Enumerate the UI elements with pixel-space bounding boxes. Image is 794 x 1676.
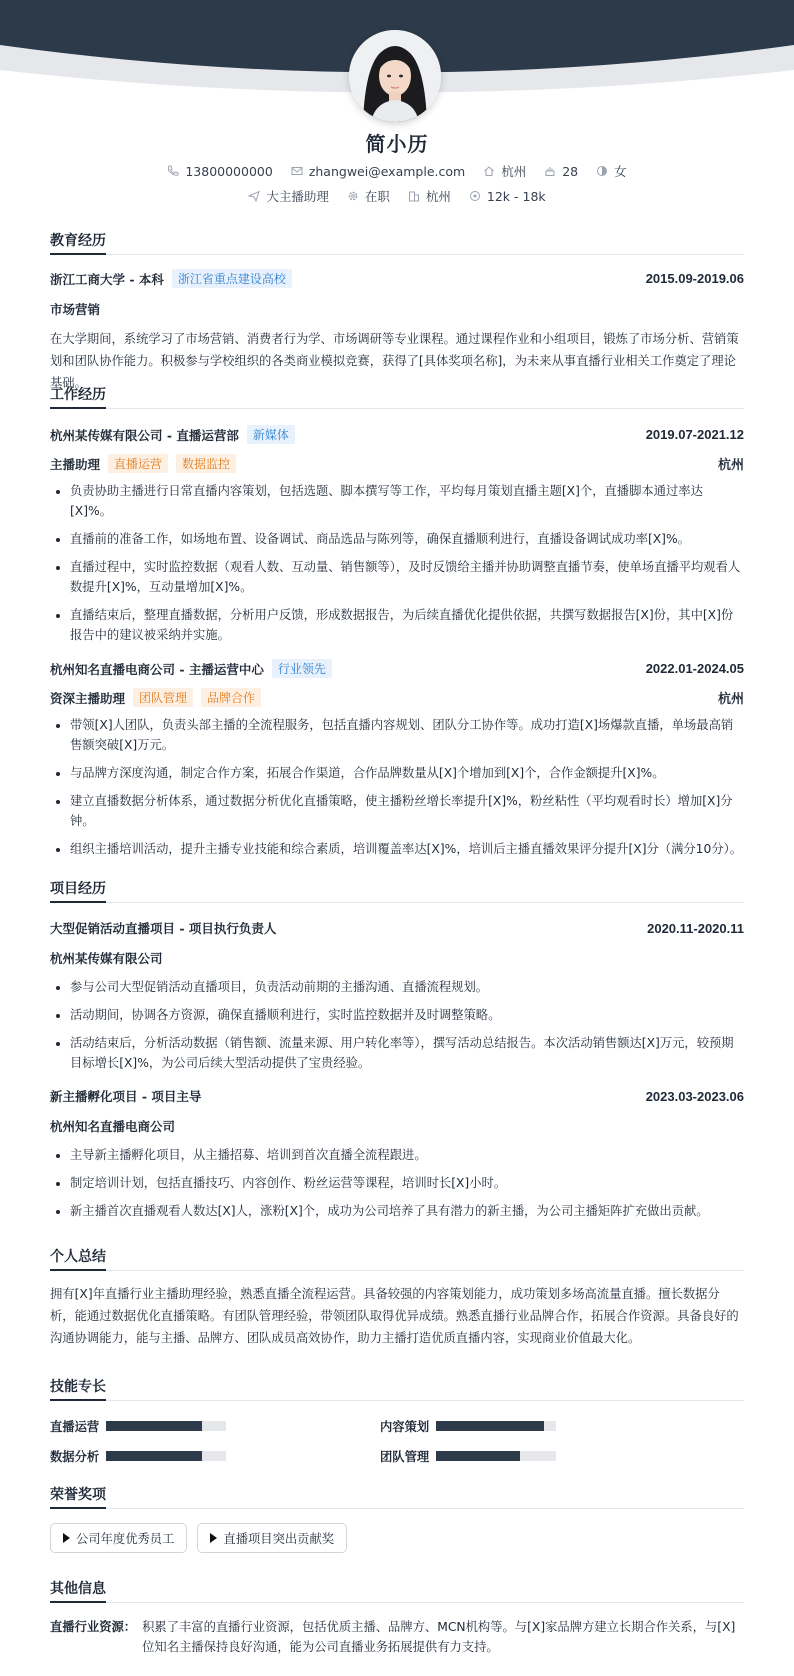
role-tag: 直播运营 [108, 454, 168, 473]
candidate-name: 简小历 [365, 132, 429, 156]
project-bullets [50, 1145, 744, 1221]
skill-item [50, 1447, 380, 1465]
play-icon [210, 1533, 217, 1543]
project-name: 新主播孵化项目 - 项目主导 [50, 1089, 202, 1104]
skills-grid [50, 1417, 744, 1465]
company-name: 杭州某传媒有限公司 - 直播运营部 [50, 427, 239, 443]
gender-icon [596, 165, 608, 177]
list-item: • 活动结束后，分析活动数据（销售额、流量来源、用户转化率等），撰写活动总结报告。本次活动销售额达[X]万元，较预期目标增长[X]%，为公司后续大型活动提供了宝贵经验。 [70, 1033, 744, 1073]
job-location: 杭州 [717, 691, 744, 706]
list-item: • 组织主播培训活动，提升主播专业技能和综合素质，培训覆盖率达[X]%，培训后主播直播效果评分提升[X]分（满分10分）。 [70, 839, 744, 859]
company-tag: 行业领先 [272, 659, 332, 678]
role-tag: 品牌合作 [201, 688, 261, 707]
phone-item [167, 162, 272, 180]
job-location: 杭州 [717, 457, 744, 472]
job-bullets [50, 481, 744, 645]
other-section [50, 1580, 744, 1657]
other-info-row [50, 1617, 744, 1657]
section-title-honors: 荣誉奖项 [50, 1486, 744, 1509]
job-role-row [50, 688, 744, 707]
skill-bar [106, 1451, 226, 1461]
section-title-projects: 项目经历 [50, 880, 744, 903]
phone-icon [167, 165, 179, 177]
status-item [347, 187, 390, 205]
portrait-image [349, 30, 441, 122]
job-header [50, 659, 744, 678]
school-name: 浙江工商大学 - 本科 [50, 271, 164, 287]
award-chip [50, 1523, 187, 1553]
awards-list [50, 1523, 744, 1553]
education-desc: 在大学期间，系统学习了市场营销、消费者行为学、市场调研等专业课程。通过课程作业和小组项目，锻炼了市场分析、营销策划和团队协作能力。积极参与学校组织的各类商业模拟竞赛，获得了[具体奖项名称]，为未来从事直播行业相关工作奠定了理论基础。 [50, 332, 739, 390]
skill-bar [436, 1421, 556, 1431]
major: 市场营销 [50, 302, 101, 317]
work-section [50, 386, 744, 867]
skill-bar-fill [436, 1421, 544, 1431]
email-text: zhangwei@example.com [308, 163, 466, 179]
coin-icon [469, 190, 481, 202]
skill-item [380, 1417, 710, 1435]
age-text: 28 [562, 163, 579, 179]
projects-section [50, 880, 744, 1229]
list-item: • 直播前的准备工作，如场地布置、设备调试、商品选品与陈列等，确保直播顺利进行，直播设备调试成功率[X]%。 [70, 529, 744, 549]
project-bullets [50, 977, 744, 1073]
skill-bar [106, 1421, 226, 1431]
building-icon [408, 190, 420, 202]
skill-bar-fill [106, 1421, 202, 1431]
job-role: 主播助理 [50, 456, 101, 472]
age-item [544, 162, 578, 180]
job-target-text: 大主播助理 [266, 189, 329, 204]
list-item: • 制定培训计划，包括直播技巧、内容创作、粉丝运营等课程，培训时长[X]小时。 [70, 1173, 744, 1193]
email-item [291, 162, 465, 180]
project-org: 杭州知名直播电商公司 [50, 1119, 176, 1134]
project-date: 2020.11-2020.11 [647, 920, 744, 936]
send-icon [248, 190, 260, 202]
list-item: • 新主播首次直播观看人数达[X]人，涨粉[X]个，成功为公司培养了具有潜力的新主播，为公司主播矩阵扩充做出贡献。 [70, 1201, 744, 1221]
home-icon [483, 165, 495, 177]
section-title-other: 其他信息 [50, 1580, 744, 1603]
skill-label: 数据分析 [50, 1450, 100, 1464]
skill-bar [436, 1451, 556, 1461]
award-label: 直播项目突出贡献奖 [223, 1532, 335, 1546]
target-city-item [408, 187, 451, 205]
skill-item [50, 1417, 380, 1435]
summary-text: 拥有[X]年直播行业主播助理经验，熟悉直播全流程运营。具备较强的内容策划能力，成功策划多场高流量直播。擅长数据分析，能通过数据优化直播策略。有团队管理经验，带领团队取得优异成绩。熟悉直播行业品牌合作，拓展合作资源。具备良好的沟通协调能力，能与主播、品牌方、团队成员高效协作，助力主播打造优质直播内容，实现商业价值最大化。 [50, 1287, 739, 1345]
section-title-skills: 技能专长 [50, 1378, 744, 1401]
gender-item [596, 162, 627, 180]
role-tag: 数据监控 [176, 454, 236, 473]
target-city-text: 杭州 [425, 189, 451, 204]
mail-icon [291, 165, 303, 177]
skills-section [50, 1378, 744, 1465]
list-item: • 参与公司大型促销活动直播项目，负责活动前期的主播沟通、直播流程规划。 [70, 977, 744, 997]
avatar [349, 30, 441, 122]
education-date: 2015.09-2019.06 [645, 271, 744, 286]
skill-item [380, 1447, 710, 1465]
school-tag: 浙江省重点建设高校 [172, 269, 292, 288]
education-section [50, 232, 744, 394]
section-title-education: 教育经历 [50, 232, 744, 255]
job-bullets [50, 715, 744, 859]
skill-label: 团队管理 [380, 1450, 430, 1464]
job-target-item [248, 187, 329, 205]
gender-text: 女 [614, 164, 627, 179]
project-header [50, 1087, 744, 1105]
other-value: 积累了丰富的直播行业资源，包括优质主播、品牌方、MCN机构等。与[X]家品牌方建立长期合作关系，与[X]位知名主播保持良好沟通，能为公司直播业务拓展提供有力支持。 [142, 1620, 736, 1654]
role-tag: 团队管理 [133, 688, 193, 707]
city-text: 杭州 [501, 164, 527, 179]
section-title-summary: 个人总结 [50, 1248, 744, 1271]
skill-label: 内容策划 [380, 1420, 430, 1434]
salary-item [469, 187, 546, 205]
play-icon [63, 1533, 70, 1543]
honors-section [50, 1486, 744, 1553]
list-item: • 带领[X]人团队，负责头部主播的全流程服务，包括直播内容规划、团队分工协作等。成功打造[X]场爆款直播，单场最高销售额突破[X]万元。 [70, 715, 744, 755]
project-org: 杭州某传媒有限公司 [50, 951, 163, 966]
job-date: 2022.01-2024.05 [645, 661, 744, 676]
list-item: • 活动期间，协调各方资源，确保直播顺利进行，实时监控数据并及时调整策略。 [70, 1005, 744, 1025]
job-role-row [50, 454, 744, 473]
skill-label: 直播运营 [50, 1420, 100, 1434]
job-date: 2019.07-2021.12 [645, 427, 744, 442]
company-tag: 新媒体 [247, 425, 295, 444]
summary-section [50, 1248, 744, 1349]
phone-text: 13800000000 [185, 163, 273, 179]
section-title-work: 工作经历 [50, 386, 744, 409]
other-key: 直播行业资源： [50, 1620, 137, 1634]
award-label: 公司年度优秀员工 [76, 1532, 175, 1546]
skill-bar-fill [436, 1451, 520, 1461]
job-intent-row [0, 187, 794, 205]
list-item: • 直播过程中，实时监控数据（观看人数、互动量、销售额等），及时反馈给主播并协助调整直播节奏，使单场直播平均观看人数提升[X]%，互动量增加[X]%。 [70, 557, 744, 597]
contact-row [0, 162, 794, 180]
list-item: • 负责协助主播进行日常直播内容策划，包括选题、脚本撰写等工作，平均每月策划直播主题[X]个，直播脚本通过率达[X]%。 [70, 481, 744, 521]
project-header [50, 919, 744, 937]
salary-text: 12k - 18k [486, 188, 546, 204]
company-name: 杭州知名直播电商公司 - 主播运营中心 [50, 661, 264, 677]
education-header [50, 269, 744, 288]
list-item: • 直播结束后，整理直播数据，分析用户反馈，形成数据报告，为后续直播优化提供依据，共撰写数据报告[X]份，其中[X]份报告中的建议被采纳并实施。 [70, 605, 744, 645]
gear-icon [347, 190, 359, 202]
job-header [50, 425, 744, 444]
city-item [483, 162, 526, 180]
skill-bar-fill [106, 1451, 202, 1461]
list-item: • 与品牌方深度沟通，制定合作方案，拓展合作渠道，合作品牌数量从[X]个增加到[X]个，合作金额提升[X]%。 [70, 763, 744, 783]
award-chip [197, 1523, 347, 1553]
project-date: 2023.03-2023.06 [645, 1088, 744, 1104]
list-item: • 主导新主播孵化项目，从主播招募、培训到首次直播全流程跟进。 [70, 1145, 744, 1165]
list-item: • 建立直播数据分析体系，通过数据分析优化直播策略，使主播粉丝增长率提升[X]%，粉丝粘性（平均观看时长）增加[X]分钟。 [70, 791, 744, 831]
status-text: 在职 [364, 189, 390, 204]
project-name: 大型促销活动直播项目 - 项目执行负责人 [50, 921, 277, 936]
cake-icon [544, 165, 556, 177]
job-role: 资深主播助理 [50, 690, 126, 706]
